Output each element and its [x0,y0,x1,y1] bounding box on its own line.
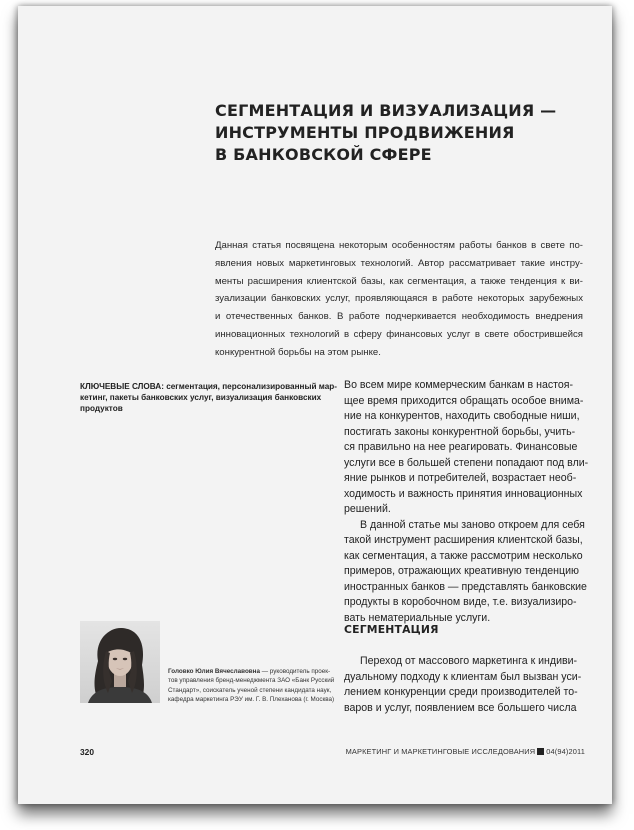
keywords-line-1 [80,381,338,392]
body-line: В данной статье мы заново откроем для себя [360,518,585,531]
article-title [215,100,555,166]
journal-issue: 04(94)2011 [546,747,585,756]
abstract-line: явления новых маркетинговых технологий. Автор рассматривает такие инстру- [215,257,583,269]
keywords-text: кетинг, пакеты банковских услуг, визуализация банковских [80,393,322,403]
author-caption [168,667,338,705]
section-heading: СЕГМЕНТАЦИЯ [344,623,439,636]
abstract-line: конкурентной борьбы на этом рынке. [215,346,381,358]
author-photo [80,621,160,703]
caption-line: кафедра маркетинга РЭУ им. Г. В. Плеханова (г. Москва) [168,696,335,704]
caption-line [168,667,338,676]
section-column [344,654,589,716]
body-line: решений. [344,503,391,515]
body-line: постигать законы конкурентной борьбы, учить- [344,425,576,438]
keywords-label: КЛЮЧЕВЫЕ СЛОВА: [80,382,164,391]
body-line: такой инструмент расширения клиентской базы, [344,534,583,546]
keywords-text: сегментация, персонализированный мар- [163,382,338,391]
caption-text: — руководитель проек- [260,668,331,675]
keywords-line [80,403,330,414]
body-line: как сегментация, а также рассмотрим несколько [344,549,583,562]
author-portrait-icon [80,621,160,703]
body-line: щее время приходится обращать особое внима- [344,394,584,407]
abstract-line: и отечественных банков. В работе подчеркивается необходимость внедрения [215,311,583,323]
body-line: вать нематериальные услуги. [344,611,491,624]
intro-column [344,378,589,626]
title-line: В БАНКОВСКОЙ СФЕРЕ [215,145,432,164]
body-line: Во всем мире коммерческим банкам в настоя- [344,379,574,391]
body-line: лением конкуренции среди производителей то- [344,686,578,698]
journal-info [346,747,585,756]
keywords [80,381,338,415]
body-line: Переход от массового маркетинга к индиви- [360,655,578,667]
title-line: СЕГМЕНТАЦИЯ И ВИЗУАЛИЗАЦИЯ — [215,101,557,120]
square-bullet-icon [537,748,544,755]
abstract-line: менты расширения клиентской базы, как сегментация, а также тенденция к ви- [215,275,583,287]
keywords-text: продуктов [80,404,123,414]
body-line: ся правильно на нее реагировать. Финансовые [344,441,578,453]
abstract [215,237,583,362]
body-line: яние рынков и потребителей, возрастает необ- [344,472,577,484]
caption-line: тов управления бренд-менеджмента ЗАО «Банк Русский [168,677,335,685]
body-line: продукты в коробочном виде, т.е. визуализиро- [344,596,577,608]
body-line: дуальному подходу к клиентам был вызван уси- [344,670,582,683]
abstract-line: зуализации банковских услуг, проявляющаяся в работе некоторых зарубежных [215,293,583,305]
journal-title: МАРКЕТИНГ И МАРКЕТИНГОВЫЕ ИССЛЕДОВАНИЯ [345,747,536,756]
abstract-line: инновационных технологий в сферу финансовых услуг в свете обострившейся [215,328,583,340]
body-line: услуги все в большей степени попадают под вли- [344,456,589,469]
author-name: Головко Юлия Вячеславовна [168,668,260,675]
body-line: варов и услуг, появлением все большего числа [344,701,577,714]
keywords-line [80,392,330,403]
page-number: 320 [80,747,94,757]
body-line: иностранных банков — представлять банковские [344,580,587,593]
body-line: ходимость и важность принятия инновационных [344,487,583,500]
page-footer [80,747,585,759]
caption-line: Стандарт», соискатель ученой степени кандидата наук, [168,686,332,694]
body-line: ние на конкурентов, находить свободные ниши, [344,410,580,422]
title-line: ИНСТРУМЕНТЫ ПРОДВИЖЕНИЯ [215,123,515,142]
body-line: примеров, отражающих креативную тенденцию [344,565,579,577]
abstract-line: Данная статья посвящена некоторым особенностям работы банков в свете по- [215,240,583,251]
